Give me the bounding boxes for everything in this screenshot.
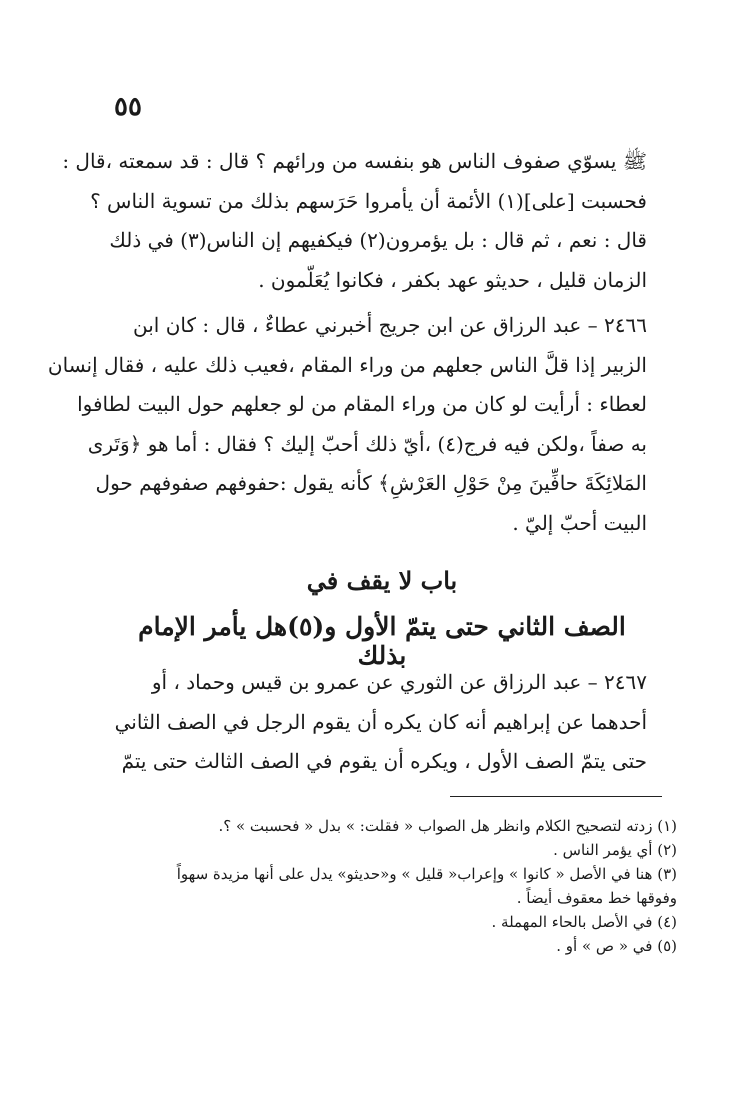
- footnote: (٢) أي يؤمر الناس .: [553, 841, 677, 859]
- text-line: لعطاء : أرأيت لو كان من وراء المقام من لو جعلهم حول البيت لطافوا: [77, 392, 647, 416]
- text-line: ٢٤٦٦ – عبد الرزاق عن ابن جريج أخبرني عطاءٌ ، قال : كان ابن: [133, 313, 647, 337]
- text-line: ٢٤٦٧ – عبد الرزاق عن الثوري عن عمرو بن قيس وحماد ، أو: [151, 670, 647, 694]
- text-line: ﷺ يسوّي صفوف الناس هو بنفسه من ورائهم ؟ قال : قد سمعته ،قال :: [62, 149, 647, 173]
- footnote: (٣) هنا في الأصل « كانوا » وإعراب« قليل » و«حديثو» يدل على أنها مزيدة سهواً: [176, 865, 677, 883]
- chapter-heading-line-2: الصف الثاني حتى يتمّ الأول و(٥)هل يأمر الإمام بذلك: [138, 612, 626, 670]
- text-line: أحدهما عن إبراهيم أنه كان يكره أن يقوم الرجل في الصف الثاني: [114, 709, 647, 734]
- footnote-divider: [450, 796, 662, 797]
- page-number: ٥٥: [114, 92, 142, 122]
- paragraph-continuation: [62, 142, 647, 300]
- text-line: البيت أحبّ إليّ .: [512, 510, 647, 535]
- text-line: الزمان قليل ، حديثو عهد بكفر ، فكانوا يُعَلّمون .: [258, 267, 647, 292]
- footnote: (٤) في الأصل بالحاء المهملة .: [491, 913, 677, 931]
- text-line: المَلائِكَةَ حافِّينَ مِنْ حَوْلِ العَرْشِ﴾ كأنه يقول :حفوفهم صفوفهم حول: [95, 471, 647, 495]
- hadith-2466: [47, 306, 647, 543]
- text-line: قال : نعم ، ثم قال : بل يؤمرون(٢) فيكفيهم إن الناس(٣) في ذلك: [109, 228, 647, 252]
- text-line: فحسبت [على](١) الأئمة أن يأمروا حَرَسهم بذلك من تسوية الناس ؟: [90, 188, 647, 213]
- text-line: الزبير إذا قلَّ الناس جعلهم من وراء المقام ،فعيب ذلك عليه ، فقال إنسان: [47, 352, 647, 377]
- footnotes: [117, 814, 677, 958]
- text-line: به صفاً ،ولكن فيه فرج(٤) ،أيّ ذلك أحبّ إليك ؟ فقال : أما هو ﴿وَتَرى: [87, 431, 647, 456]
- hadith-2467: [114, 663, 647, 782]
- text-line: حتى يتمّ الصف الأول ، ويكره أن يقوم في الصف الثالث حتى يتمّ: [121, 749, 647, 773]
- chapter-heading-line-1: باب لا يقف في: [306, 566, 458, 595]
- footnote: (١) زدته لتصحيح الكلام وانظر هل الصواب « فقلت: » بدل « فحسبت » ؟.: [218, 817, 677, 835]
- footnote-continuation: وفوقها خط معقوف أيضاً .: [516, 889, 677, 907]
- footnote: (٥) في « ص » أو .: [556, 937, 677, 955]
